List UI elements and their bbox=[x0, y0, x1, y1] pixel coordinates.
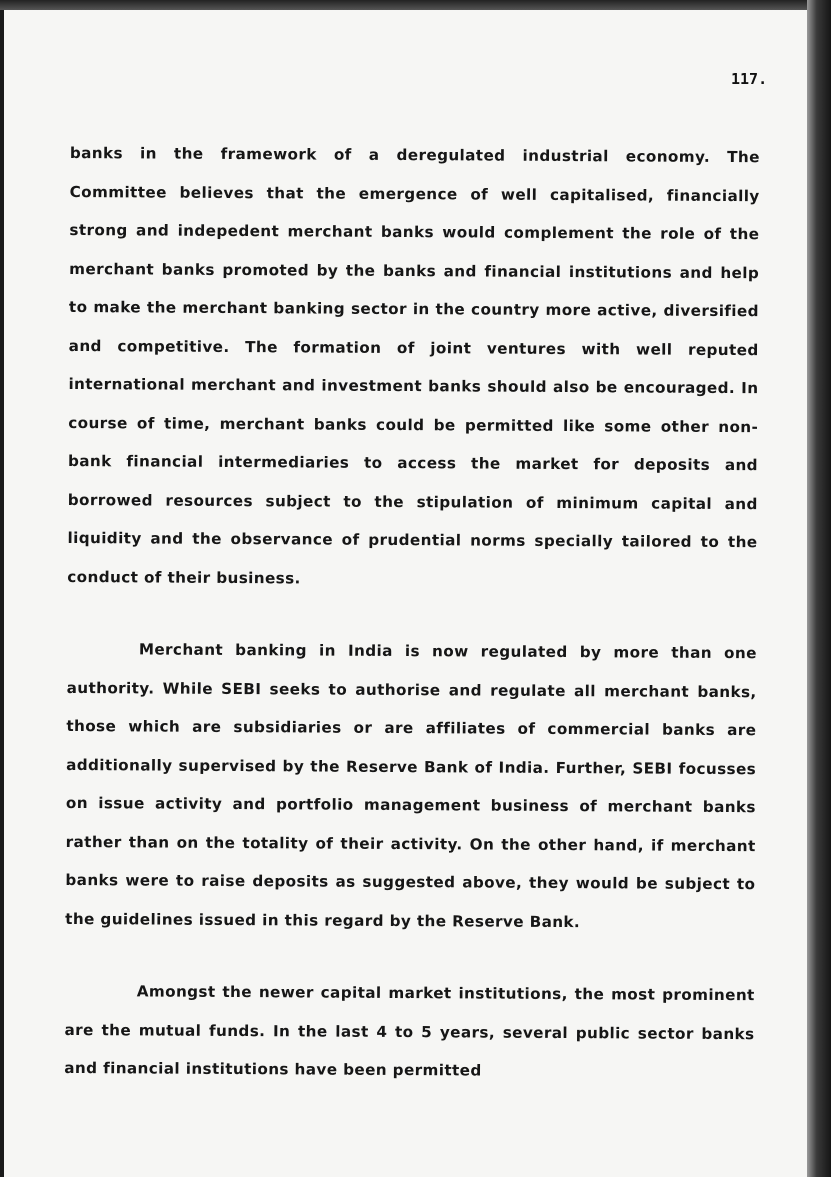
paragraph-merchant-banks-framework: banks in the framework of a deregulated industrial economy. The Committee believes that the emergence of well capitalised, financially strong and indepedent merchant banks would complement the role of the merchant banks promoted by the banks and financial institutions and help to make the merchant banking sector in the country more active, diversified and competitive. The formation of joint ventures with well reputed international merchant and investment banks should also be encouraged. In course of time, merchant banks could be permitted like some other non-bank financial intermediaries to access the market for deposits and borrowed resources subject to the stipulation of minimum capital and liquidity and the observance of prudential norms specially tailored to the conduct of their business. bbox=[67, 143, 760, 587]
document-page bbox=[4, 10, 807, 1177]
page-number: 117. bbox=[731, 70, 768, 88]
body-text bbox=[64, 134, 760, 1092]
scan-right-edge bbox=[807, 0, 831, 1177]
scan-top-edge bbox=[0, 0, 831, 10]
paragraph-mutual-funds: Amongst the newer capital market institutions, the most prominent are the mutual funds. In the last 4 to 5 years, several public sector banks and financial institutions have been permitted bbox=[64, 982, 755, 1080]
paragraph-merchant-banking-regulation: Merchant banking in India is now regulated by more than one authority. While SEBI seeks to authorise and regulate all merchant banks, those which are subsidiaries or are affiliates of commercial banks are additionally supervised by the Reserve Bank of India. Further, SEBI focusses on issue activity and portfolio management business of merchant banks rather than on the totality of their activity. On the other hand, if merchant banks were to raise deposits as suggested above, they would be subject to the guidelines issued in this regard by the Reserve Bank. bbox=[65, 640, 757, 931]
